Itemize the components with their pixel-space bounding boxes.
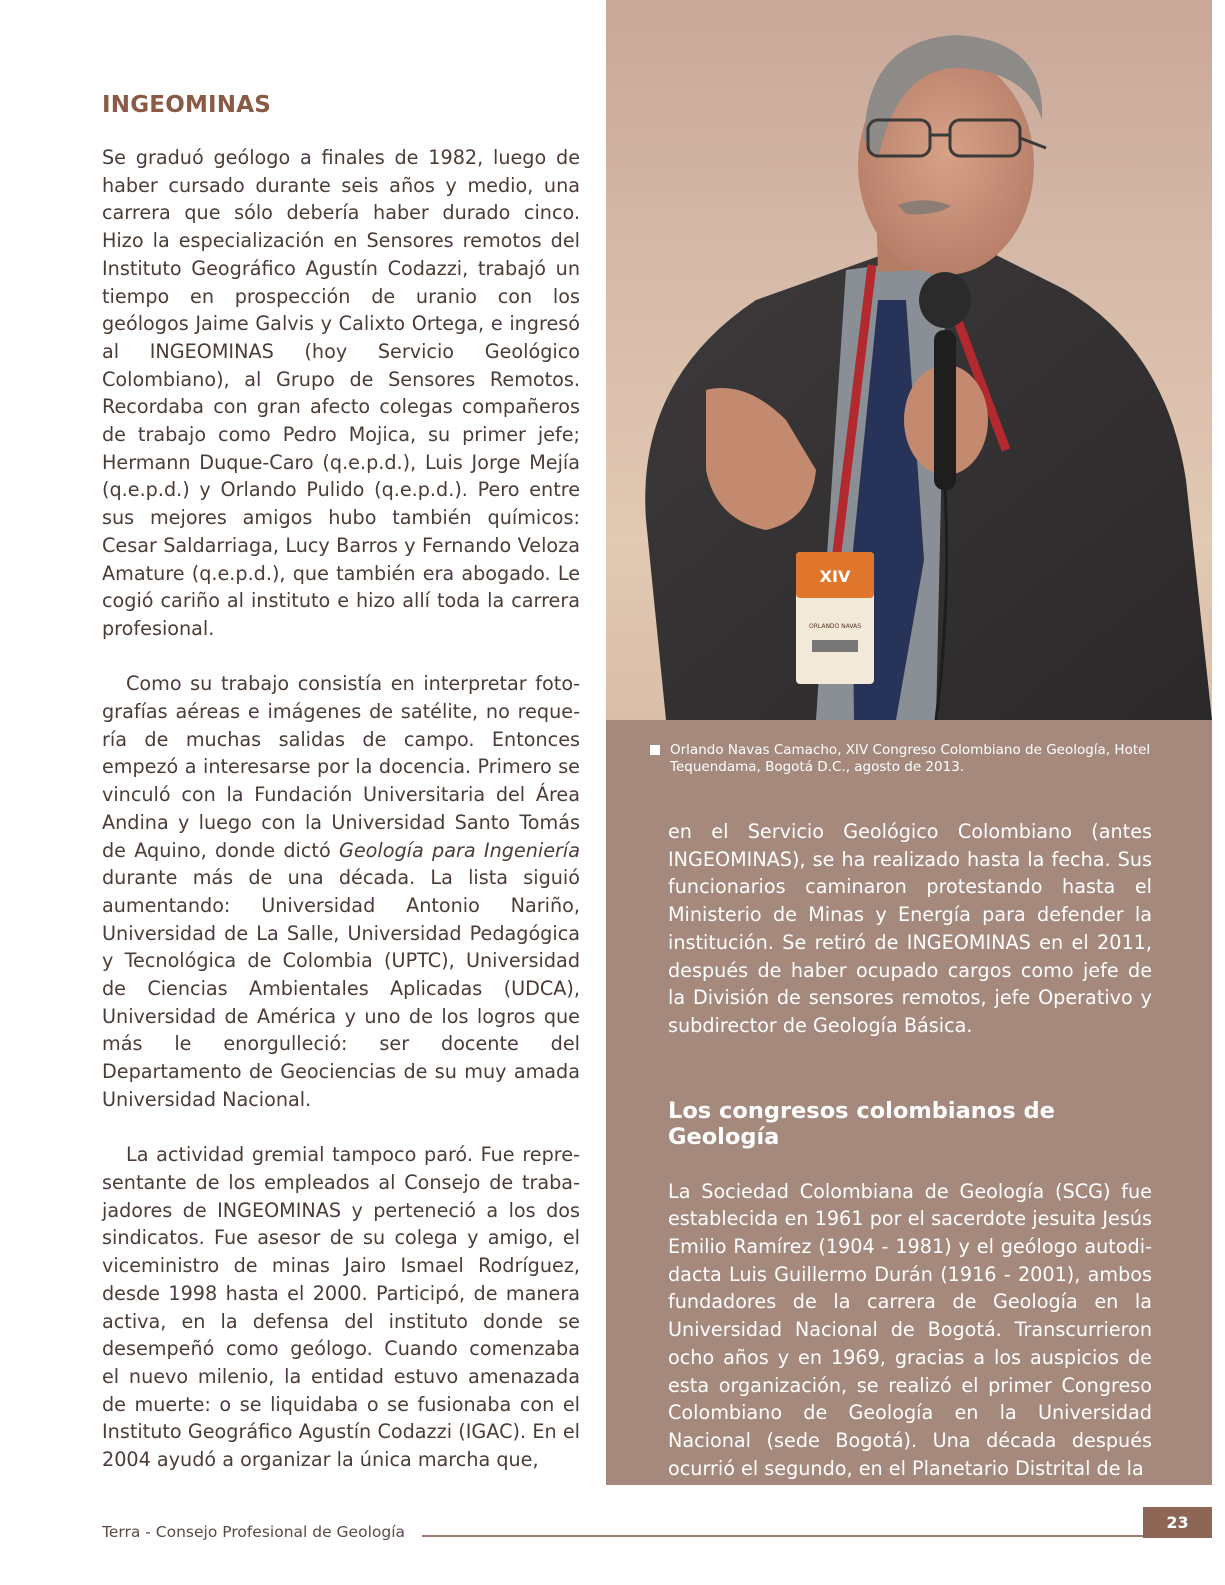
section-heading-ingeominas: INGEOMINAS [102, 92, 272, 118]
badge-text-2: ORLANDO NAVAS [808, 623, 862, 630]
caption-square-icon [650, 745, 660, 755]
right-paragraph-2: La Sociedad Colombiana de Geología (SCG) fue establecida en 1961 por el sacerdote jesuita Jesús Emilio Ramírez (1904 - 1981) y el geólogo autodidacta Luis Guillermo Durán (1916 - 2001), ambos fundadores de la carrera de Geología en la Universidad Nacional de Bogotá. Transcurrieron ocho años y en 1969, gracias a los auspicios de esta organización, se realizó el primer Congreso Colombiano de Geología en la Universidad Nacional (sede Bogotá). Una década después ocurrió el segundo, en el Planetario Distrital de la [668, 1179, 1152, 1480]
portrait-illustration [606, 0, 1212, 720]
page-number: 23 [1143, 1507, 1212, 1538]
paragraph-3: La actividad gremial tampoco paró. Fue representante de los empleados al Consejo de trabajadores de INGEOMINAS y perteneció a los dos sindicatos. Fue asesor de su colega y amigo, el viceministro de minas Jairo Ismael Rodríguez, desde 1998 hasta el 2000. Participó, de manera activa, en la defensa del instituto donde se desempeñó como geólogo. Cuando comenzaba el nuevo milenio, la entidad estuvo amenazada de muerte: o se liquidaba o se fusionaba con el Instituto Geográfico Agustín Codazzi (IGAC). En el 2004 ayudó a organizar la única marcha que, [102, 1143, 580, 1472]
footer-publication-label: Terra - Consejo Profesional de Geología [102, 1523, 406, 1541]
paragraph-2 [102, 670, 580, 1113]
microphone-icon [934, 330, 956, 490]
right-column-text [668, 818, 1152, 1482]
photo-caption [650, 742, 1170, 775]
left-column [102, 92, 580, 1474]
paragraph-1: Se graduó geólogo a finales de 1982, luego de haber cursado durante seis años y medio, una carrera que sólo debería haber durado cinco. Hizo la especialización en Sensores remotos del Instituto Geográfico Agustín Codazzi, trabajó un tiempo en prospección de uranio con los geólogos Jaime Galvis y Calixto Ortega, e ingresó al INGEOMINAS (hoy Servicio Geológico Colombiano), al Grupo de Sensores Remotos. Recordaba con gran afecto colegas compañeros de trabajo como Pedro Mojica, su primer jefe; Hermann Duque-Caro (q.e.p.d.), Luis Jorge Mejía (q.e.p.d.) y Orlando Pulido (q.e.p.d.). Pero entre sus mejores amigos hubo también químicos: Cesar Saldarriaga, Lucy Barros y Fernando Veloza Amature (q.e.p.d.), que también era abogado. Le cogió cariño al instituto e hizo allí toda la carrera profesional. [102, 146, 580, 640]
right-paragraph-1: en el Servicio Geológico Colombiano (antes INGEOMINAS), se ha realizado hasta la fecha. Sus funcionarios caminaron protestando hasta el Ministerio de Minas y Energía para defender la institución. Se retiró de INGEOMINAS en el 2011, después de haber ocupado cargos como jefe de la División de sensores remotos, jefe Operativo y subdirector de Geología Básica. [668, 820, 1152, 1037]
portrait-photo [606, 0, 1212, 720]
caption-text: Orlando Navas Camacho, XIV Congreso Colombiano de Geología, Hotel Tequendama, Bogotá D.C., agosto de 2013. [670, 742, 1151, 775]
footer-rule [422, 1535, 1144, 1537]
paragraph-2-end: durante más de una década. La lista siguió aumentando: Universidad Antonio Nariño, Universidad de La Salle, Universidad Pedagógica y Tecnológica de Colombia (UPTC), Universidad de Ciencias Ambientales Aplicadas (UDCA), Universidad de América y uno de los logros que más le enorgulleció: ser docente del Departamento de Geociencias de su muy amada Universidad Nacional. [102, 866, 580, 1111]
section-heading-congresos: Los congresos colombianos de Geología [668, 1097, 1055, 1150]
paragraph-2-start: Como su trabajo consistía en interpretar fotografías aéreas e imágenes de satélite, no requería de muchas salidas de campo. Entonces empezó a interesarse por la docencia. Primero se vinculó con la Fundación Universitaria del Área Andina y luego con la Universidad Santo Tomás de Aquino, donde dictó [102, 672, 580, 862]
right-panel [606, 0, 1212, 1485]
course-title: Geología para Ingeniería [339, 838, 580, 862]
badge-text-1: XIV [819, 567, 851, 586]
